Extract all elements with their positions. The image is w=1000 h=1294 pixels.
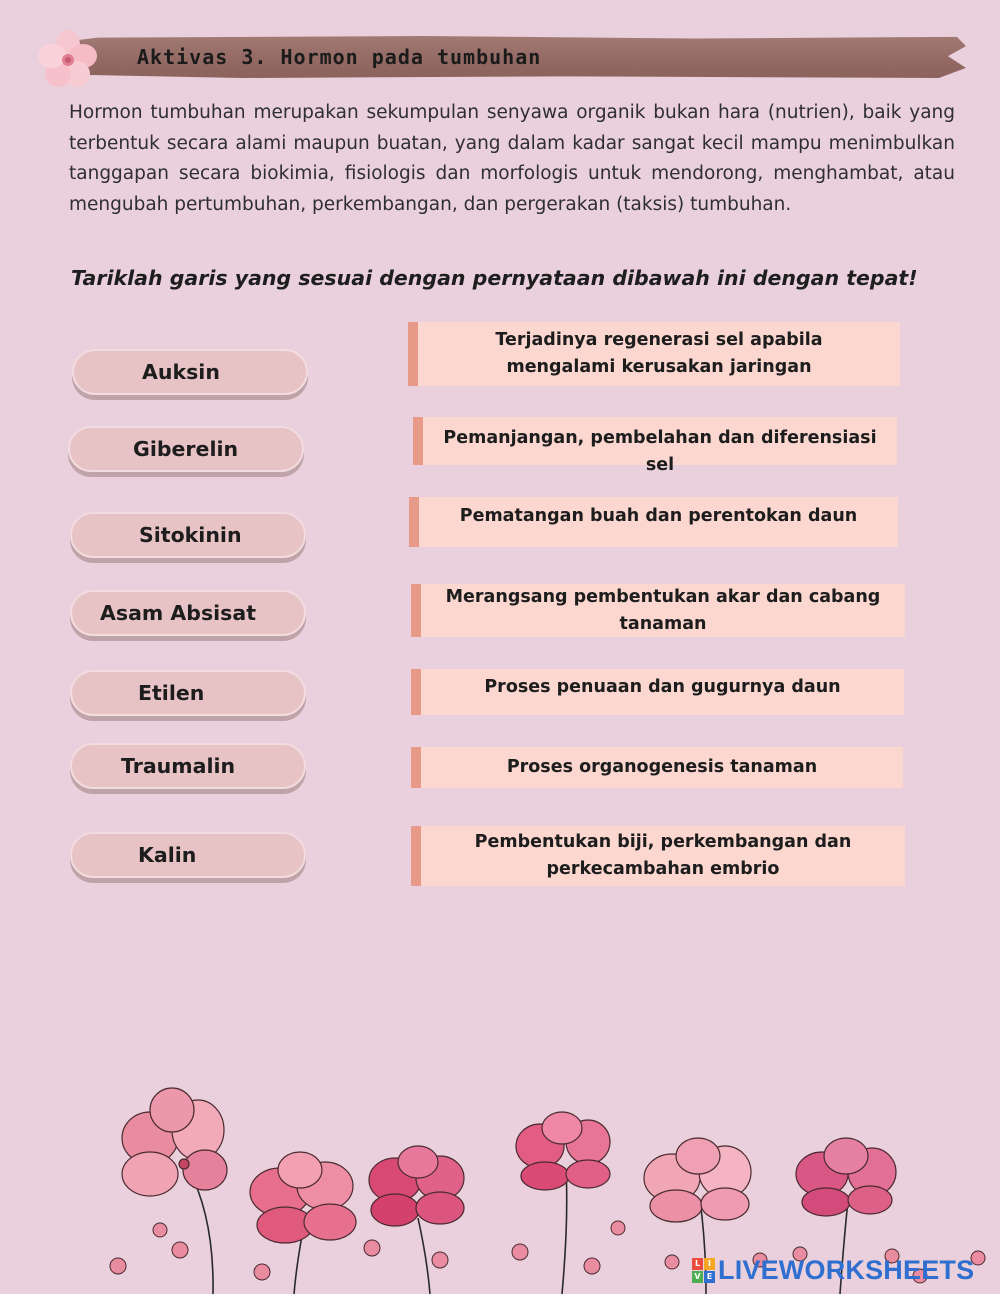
hormone-item-kalin[interactable] bbox=[70, 832, 306, 878]
statement-line: perkecambahan embrio bbox=[546, 859, 780, 879]
logo-badge-letter: I bbox=[704, 1258, 715, 1270]
flower-1 bbox=[122, 1088, 227, 1196]
liveworksheets-logo bbox=[692, 1254, 974, 1286]
statement-box-2[interactable] bbox=[413, 417, 897, 475]
logo-badge-letter: L bbox=[692, 1258, 703, 1270]
hormone-item-sitokinin[interactable] bbox=[70, 512, 306, 558]
statement-box-3[interactable] bbox=[409, 497, 898, 547]
instruction-text: Tariklah garis yang sesuai dengan pernyataan dibawah ini dengan tepat! bbox=[71, 266, 918, 290]
hormone-label: Giberelin bbox=[133, 437, 239, 461]
intro-paragraph: Hormon tumbuhan merupakan sekumpulan senyawa organik bukan hara (nutrien), baik yang terbentuk secara alami maupun buatan, yang dalam kadar sangat kecil mampu menimbulkan tanggapan secara biokimia, fisiologis dan morfologis untuk mendorong, menghambat, atau mengubah pertumbuhan, perkembangan, dan pergerakan (taksis) tumbuhan. bbox=[69, 102, 955, 215]
statement-line: Proses organogenesis tanaman bbox=[506, 757, 818, 777]
logo-text: LIVEWORKSHEETS bbox=[718, 1254, 975, 1285]
flower-5 bbox=[644, 1138, 751, 1222]
hormone-item-etilen[interactable] bbox=[70, 670, 306, 716]
logo-badge bbox=[692, 1258, 715, 1283]
hormone-label: Etilen bbox=[138, 681, 205, 705]
flower-3 bbox=[369, 1146, 464, 1226]
hormone-label: Auksin bbox=[142, 360, 220, 384]
statement-line: Pemanjangan, pembelahan dan diferensiasi sel bbox=[443, 428, 877, 475]
flower-icon bbox=[34, 30, 102, 90]
logo-badge-letter: E bbox=[704, 1271, 715, 1283]
statement-line: Proses penuaan dan gugurnya daun bbox=[484, 677, 841, 697]
statement-box-6[interactable] bbox=[411, 747, 903, 788]
statement-line: tanaman bbox=[619, 613, 707, 634]
statement-box-1[interactable] bbox=[408, 322, 900, 386]
hormone-label: Sitokinin bbox=[139, 523, 242, 547]
statement-box-7[interactable] bbox=[411, 826, 905, 886]
statement-line: Pematangan buah dan perentokan daun bbox=[459, 506, 858, 526]
statement-line: mengalami kerusakan jaringan bbox=[506, 357, 812, 377]
hormone-item-asam-absisat[interactable] bbox=[70, 590, 306, 636]
flower-6 bbox=[796, 1138, 896, 1216]
statement-line: Terjadinya regenerasi sel apabila bbox=[495, 330, 823, 350]
statement-box-4[interactable] bbox=[411, 584, 905, 637]
statement-line: Merangsang pembentukan akar dan cabang bbox=[445, 586, 881, 607]
page-title: Aktivas 3. Hormon pada tumbuhan bbox=[137, 45, 542, 69]
hormone-label: Traumalin bbox=[121, 754, 236, 778]
statement-line: Pembentukan biji, perkembangan dan bbox=[474, 832, 852, 852]
hormone-item-traumalin[interactable] bbox=[70, 743, 306, 789]
flower-2 bbox=[250, 1152, 356, 1243]
hormone-label: Kalin bbox=[138, 843, 197, 867]
statement-box-5[interactable] bbox=[411, 669, 904, 715]
hormone-item-auksin[interactable] bbox=[72, 349, 308, 395]
hormone-item-giberelin[interactable] bbox=[68, 426, 304, 472]
hormone-label: Asam Absisat bbox=[100, 601, 257, 625]
logo-badge-letter: V bbox=[692, 1271, 703, 1283]
flower-4 bbox=[516, 1112, 610, 1190]
